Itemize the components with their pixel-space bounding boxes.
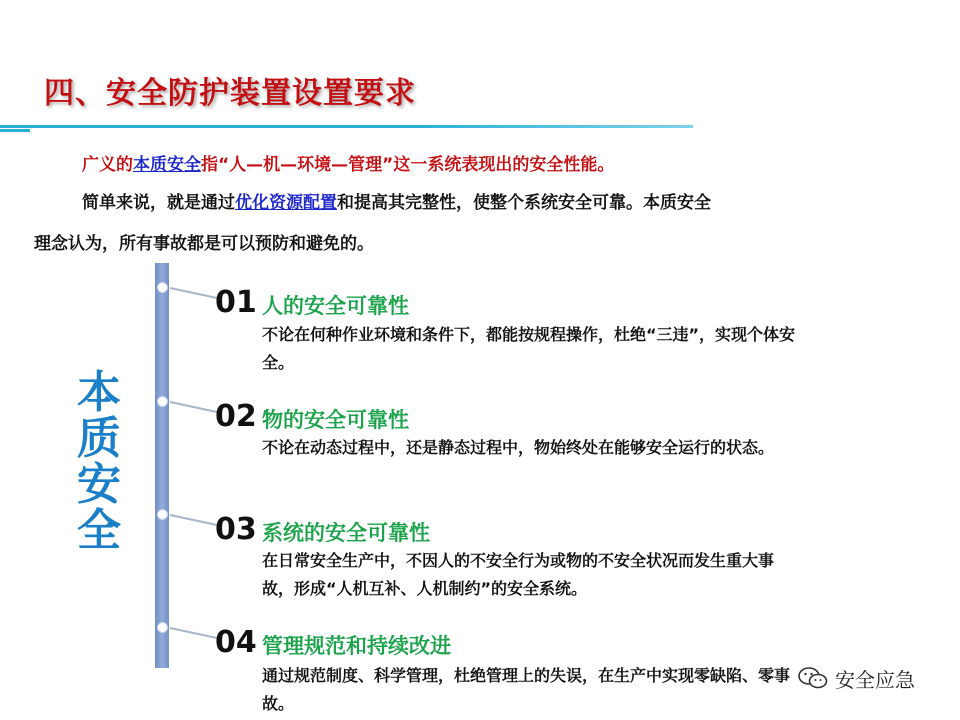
item-desc-04: 通过规范制度、科学管理，杜绝管理上的失误，在生产中实现零缺陷、零事故。 bbox=[262, 666, 791, 713]
item-number-02: 02 bbox=[215, 399, 257, 434]
item-number-04: 04 bbox=[215, 625, 257, 660]
link-youhua-ziyuan-peizhi[interactable]: 优化资源配置 bbox=[235, 193, 337, 213]
timeline-dot-3 bbox=[157, 509, 168, 520]
item-title-02: 物的安全可靠性 bbox=[262, 408, 409, 432]
connector-2 bbox=[170, 401, 217, 413]
timeline-dot-1 bbox=[157, 282, 168, 293]
intro-line-2-prefix: 简单来说，就是通过 bbox=[82, 193, 235, 213]
item-title-03: 系统的安全可靠性 bbox=[262, 521, 430, 545]
vertical-char: 本 bbox=[77, 367, 121, 418]
vertical-heading bbox=[74, 367, 124, 556]
vertical-char: 全 bbox=[77, 505, 121, 556]
vertical-char: 安 bbox=[77, 459, 121, 510]
wechat-icon bbox=[797, 666, 829, 690]
link-benzhi-anquan[interactable]: 本质安全 bbox=[133, 155, 201, 175]
item-title-01: 人的安全可靠性 bbox=[262, 294, 409, 318]
intro-line-1-suffix: 指“人—机—环境—管理”这一系统表现出的安全性能。 bbox=[201, 155, 615, 175]
item-title-04: 管理规范和持续改进 bbox=[262, 634, 451, 658]
item-desc-03: 在日常安全生产中，不因人的不安全行为或物的不安全状况而发生重大事故，形成“人机互补、人机制约”的安全系统。 bbox=[262, 551, 775, 598]
title-underline bbox=[0, 125, 693, 128]
connector-1 bbox=[170, 287, 217, 299]
title-underline-accent bbox=[0, 129, 30, 132]
timeline-bar bbox=[155, 263, 169, 668]
intro-line-1 bbox=[82, 150, 614, 175]
watermark bbox=[793, 664, 919, 692]
intro-line-2 bbox=[82, 188, 711, 213]
intro-line-2-suffix: 和提高其完整性，使整个系统安全可靠。本质安全 bbox=[337, 193, 711, 213]
vertical-char: 质 bbox=[77, 413, 121, 464]
watermark-text: 安全应急 bbox=[835, 667, 915, 692]
item-number-03: 03 bbox=[215, 512, 257, 547]
item-desc-02: 不论在动态过程中，还是静态过程中，物始终处在能够安全运行的状态。 bbox=[262, 438, 775, 457]
connector-4 bbox=[170, 627, 217, 639]
intro-line-3: 理念认为，所有事故都是可以预防和避免的。 bbox=[34, 234, 374, 254]
item-desc-01: 不论在何种作业环境和条件下，都能按规程操作，杜绝“三违”，实现个体安全。 bbox=[262, 325, 796, 372]
item-number-01: 01 bbox=[215, 285, 257, 320]
connector-3 bbox=[170, 514, 217, 526]
timeline-dot-4 bbox=[157, 622, 168, 633]
intro-line-1-prefix: 广义的 bbox=[82, 155, 133, 175]
page-title: 四、安全防护装置设置要求 bbox=[44, 76, 416, 111]
timeline-dot-2 bbox=[157, 396, 168, 407]
